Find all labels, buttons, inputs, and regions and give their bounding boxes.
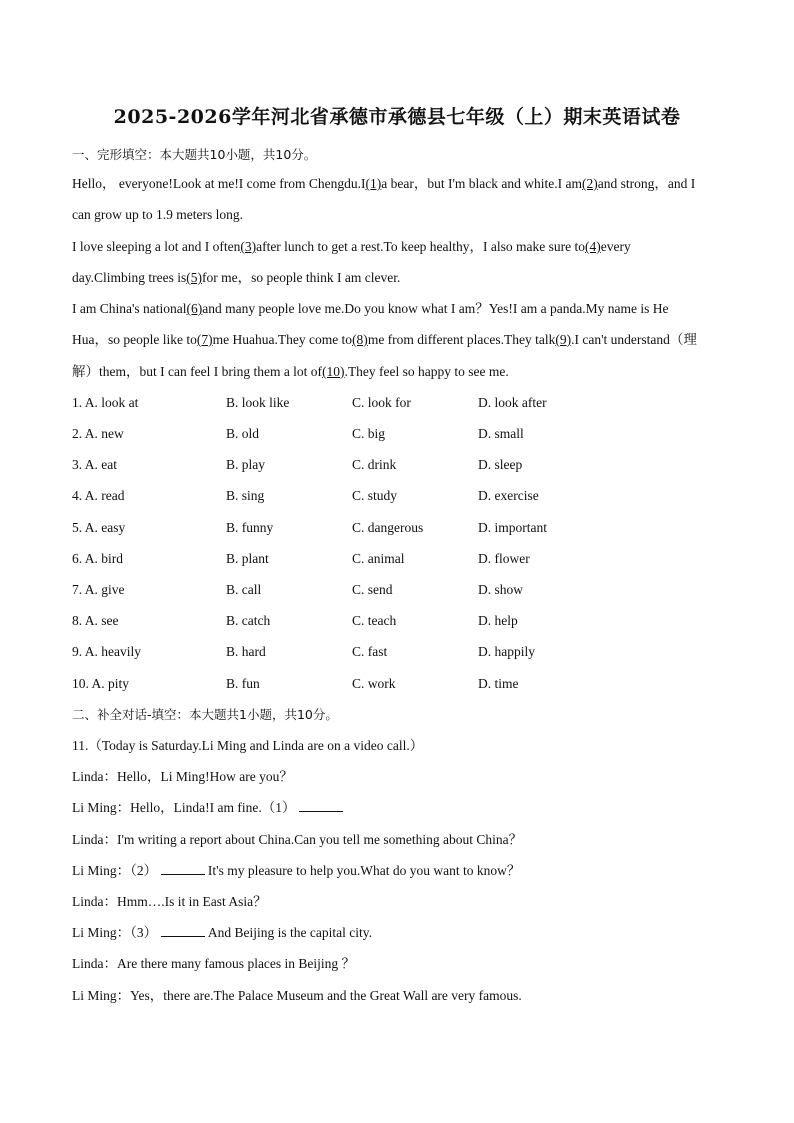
option-b[interactable]: B. hard <box>226 644 266 659</box>
passage-line-1 <box>72 174 722 194</box>
option-d[interactable]: D. help <box>478 613 518 628</box>
option-b[interactable]: B. fun <box>226 676 260 691</box>
option-d[interactable]: D. exercise <box>478 488 539 503</box>
option-c[interactable]: C. send <box>352 582 393 597</box>
option-d[interactable]: D. time <box>478 676 519 691</box>
passage-text: and many people love me.Do you know what I am？Yes!I am a panda.My name is He <box>202 301 669 316</box>
question-options-9 <box>72 642 722 662</box>
option-a[interactable]: 4. A. read <box>72 488 125 503</box>
question-options-6 <box>72 549 722 569</box>
option-b[interactable]: B. catch <box>226 613 271 628</box>
option-a[interactable]: 8. A. see <box>72 613 119 628</box>
passage-text: day.Climbing trees is <box>72 270 187 285</box>
option-c[interactable]: C. look for <box>352 395 411 410</box>
passage-line-2: can grow up to 1.9 meters long. <box>72 207 243 222</box>
option-a[interactable]: 5. A. easy <box>72 520 126 535</box>
passage-text: 解）them，but I can feel I bring them a lot of <box>72 364 323 379</box>
blank-5: (5) <box>186 270 202 285</box>
option-a[interactable]: 3. A. eat <box>72 457 117 472</box>
blank-2: (2) <box>582 176 598 191</box>
passage-line-7 <box>72 362 722 382</box>
option-d[interactable]: D. sleep <box>478 457 523 472</box>
option-a[interactable]: 6. A. bird <box>72 551 124 566</box>
dialogue-line <box>72 861 722 881</box>
blank-10: (10) <box>322 364 345 379</box>
option-d[interactable]: D. happily <box>478 644 535 659</box>
dialogue-line <box>72 798 722 818</box>
passage-text: and strong，and I <box>597 176 696 191</box>
section-1-heading: 一、完形填空：本大题共10小题，共10分。 <box>72 147 317 162</box>
passage-text: Hello， everyone!Look at me!I come from Chengdu.I <box>72 176 366 191</box>
option-b[interactable]: B. plant <box>226 551 269 566</box>
answer-blank-3[interactable] <box>161 924 205 937</box>
passage-text: me Huahua.They come to <box>212 332 353 347</box>
option-b[interactable]: B. call <box>226 582 262 597</box>
option-a[interactable]: 1. A. look at <box>72 395 139 410</box>
question-options-4 <box>72 486 722 506</box>
dialogue-text: Li Ming：（2） <box>72 863 158 878</box>
dialogue-line: Linda：I'm writing a report about China.Can you tell me something about China？ <box>72 832 523 847</box>
option-d[interactable]: D. small <box>478 426 524 441</box>
passage-text: a bear，but I'm black and white.I am <box>381 176 583 191</box>
question-options-7 <box>72 580 722 600</box>
option-b[interactable]: B. funny <box>226 520 274 535</box>
option-d[interactable]: D. important <box>478 520 547 535</box>
dialogue-text: Li Ming：Hello，Linda!I am fine.（1） <box>72 800 296 815</box>
dialogue-text: It's my pleasure to help you.What do you want to know？ <box>204 863 521 878</box>
passage-text: I am China's national <box>72 301 187 316</box>
option-c[interactable]: C. fast <box>352 644 388 659</box>
option-c[interactable]: C. teach <box>352 613 397 628</box>
passage-text: every <box>600 239 631 254</box>
option-d[interactable]: D. show <box>478 582 524 597</box>
passage-line-5 <box>72 299 722 319</box>
dialogue-intro: 11.（Today is Saturday.Li Ming and Linda are on a video call.） <box>72 738 424 753</box>
option-c[interactable]: C. big <box>352 426 386 441</box>
passage-text: me from different places.They talk <box>367 332 556 347</box>
question-options-1 <box>72 393 722 413</box>
dialogue-line: Linda：Hmm….Is it in East Asia？ <box>72 894 267 909</box>
option-a[interactable]: 2. A. new <box>72 426 124 441</box>
dialogue-line <box>72 923 722 943</box>
option-d[interactable]: D. look after <box>478 395 547 410</box>
blank-9: (9) <box>555 332 572 347</box>
passage-text: I love sleeping a lot and I often <box>72 239 241 254</box>
option-c[interactable]: C. animal <box>352 551 405 566</box>
dialogue-line: Linda：Hello，Li Ming!How are you？ <box>72 769 293 784</box>
blank-1: (1) <box>365 176 382 191</box>
option-a[interactable]: 7. A. give <box>72 582 125 597</box>
blank-7: (7) <box>196 332 213 347</box>
question-options-10 <box>72 674 722 694</box>
answer-blank-2[interactable] <box>161 862 205 875</box>
blank-8: (8) <box>352 332 368 347</box>
dialogue-text: And Beijing is the capital city. <box>204 925 372 940</box>
option-c[interactable]: C. study <box>352 488 398 503</box>
passage-text: after lunch to get a rest.To keep healthy，I also make sure to <box>256 239 586 254</box>
option-b[interactable]: B. old <box>226 426 260 441</box>
option-a[interactable]: 10. A. pity <box>72 676 130 691</box>
passage-text: Hua，so people like to <box>72 332 197 347</box>
option-d[interactable]: D. flower <box>478 551 530 566</box>
option-b[interactable]: B. play <box>226 457 265 472</box>
passage-text: .I can't understand（理 <box>571 332 697 347</box>
option-a[interactable]: 9. A. heavily <box>72 644 141 659</box>
question-options-5 <box>72 518 722 538</box>
passage-text: for me，so people think I am clever. <box>202 270 401 285</box>
passage-line-4 <box>72 268 722 288</box>
dialogue-text: Li Ming：（3） <box>72 925 158 940</box>
option-b[interactable]: B. look like <box>226 395 290 410</box>
passage-text: .They feel so happy to see me. <box>344 364 509 379</box>
option-c[interactable]: C. work <box>352 676 396 691</box>
passage-line-3 <box>72 237 722 257</box>
blank-3: (3) <box>240 239 257 254</box>
question-options-8 <box>72 611 722 631</box>
option-c[interactable]: C. dangerous <box>352 520 424 535</box>
question-options-2 <box>72 424 722 444</box>
blank-4: (4) <box>585 239 601 254</box>
dialogue-line: Li Ming：Yes，there are.The Palace Museum and the Great Wall are very famous. <box>72 988 522 1003</box>
option-c[interactable]: C. drink <box>352 457 397 472</box>
dialogue-line: Linda：Are there many famous places in Beijing ？ <box>72 956 356 971</box>
answer-blank-1[interactable] <box>299 799 343 812</box>
section-2-heading: 二、补全对话-填空：本大题共1小题，共10分。 <box>72 707 338 722</box>
passage-line-6 <box>72 330 722 350</box>
blank-6: (6) <box>186 301 203 316</box>
option-b[interactable]: B. sing <box>226 488 265 503</box>
question-options-3 <box>72 455 722 475</box>
page-title: 2025-2026学年河北省承德市承德县七年级（上）期末英语试卷 <box>113 106 681 128</box>
